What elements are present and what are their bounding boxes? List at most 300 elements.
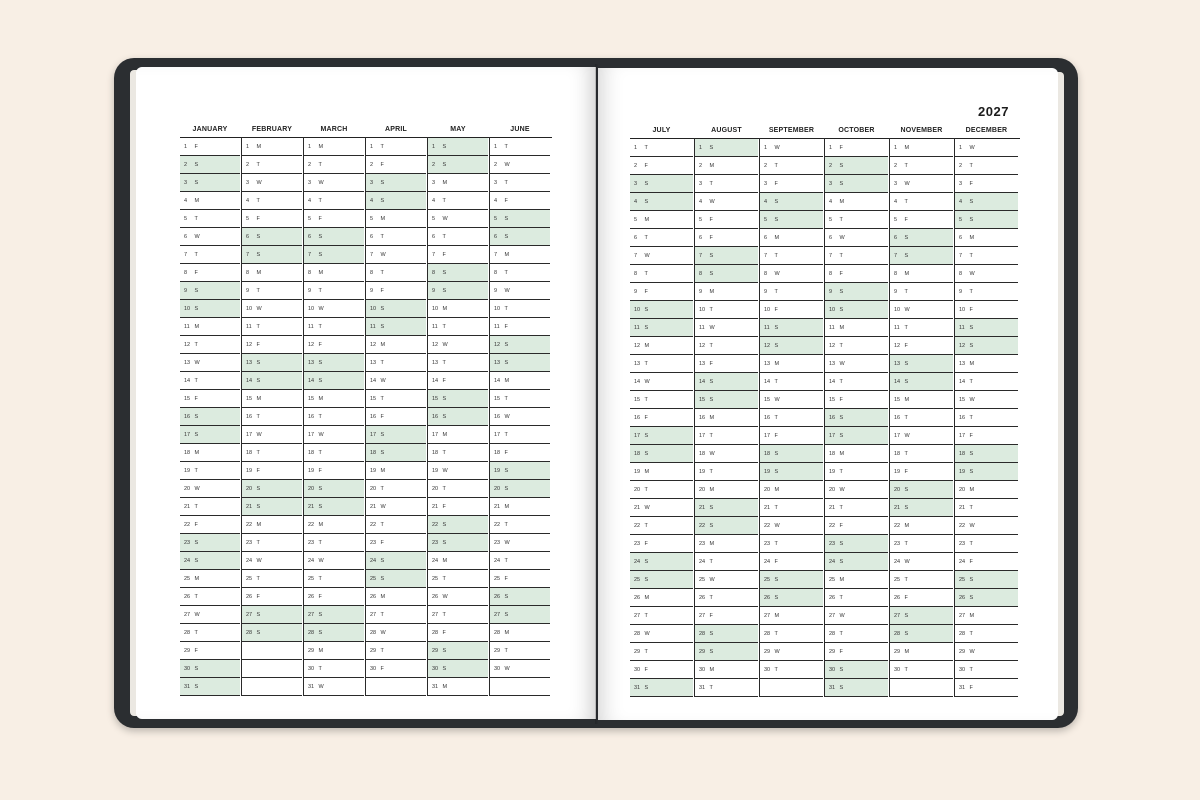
day-cell[interactable] — [825, 445, 888, 463]
day-cell[interactable] — [630, 283, 693, 301]
day-cell[interactable] — [955, 481, 1018, 499]
day-cell[interactable] — [695, 139, 758, 157]
day-cell[interactable] — [695, 679, 758, 697]
day-cell[interactable] — [304, 660, 364, 678]
day-cell[interactable] — [490, 192, 550, 210]
day-cell[interactable] — [630, 661, 693, 679]
day-cell[interactable] — [428, 444, 488, 462]
day-cell[interactable] — [630, 589, 693, 607]
day-cell[interactable] — [490, 264, 550, 282]
day-cell[interactable] — [304, 498, 364, 516]
day-cell[interactable] — [304, 462, 364, 480]
day-cell[interactable] — [695, 301, 758, 319]
day-cell[interactable] — [490, 336, 550, 354]
day-cell[interactable] — [304, 372, 364, 390]
day-cell[interactable] — [366, 192, 426, 210]
day-cell[interactable] — [955, 247, 1018, 265]
day-cell[interactable] — [760, 499, 823, 517]
day-cell[interactable] — [490, 372, 550, 390]
day-cell[interactable] — [630, 481, 693, 499]
day-cell[interactable] — [825, 481, 888, 499]
day-cell[interactable] — [428, 660, 488, 678]
day-cell[interactable] — [304, 210, 364, 228]
day-cell[interactable] — [180, 210, 240, 228]
day-cell[interactable] — [242, 552, 302, 570]
day-cell[interactable] — [490, 246, 550, 264]
day-cell[interactable] — [760, 553, 823, 571]
day-cell[interactable] — [825, 535, 888, 553]
day-cell[interactable] — [825, 427, 888, 445]
day-cell[interactable] — [180, 480, 240, 498]
day-cell[interactable] — [825, 247, 888, 265]
day-cell[interactable] — [242, 246, 302, 264]
day-cell[interactable] — [428, 606, 488, 624]
day-cell[interactable] — [366, 606, 426, 624]
day-cell[interactable] — [760, 607, 823, 625]
day-cell[interactable] — [630, 445, 693, 463]
day-cell[interactable] — [428, 426, 488, 444]
day-cell[interactable] — [760, 301, 823, 319]
day-cell[interactable] — [428, 534, 488, 552]
day-cell[interactable] — [890, 193, 953, 211]
day-cell[interactable] — [180, 174, 240, 192]
day-cell[interactable] — [180, 552, 240, 570]
day-cell[interactable] — [695, 571, 758, 589]
day-cell[interactable] — [760, 445, 823, 463]
day-cell[interactable] — [428, 282, 488, 300]
day-cell[interactable] — [630, 679, 693, 697]
day-cell[interactable] — [760, 175, 823, 193]
day-cell[interactable] — [760, 463, 823, 481]
day-cell[interactable] — [304, 534, 364, 552]
day-cell[interactable] — [242, 228, 302, 246]
day-cell[interactable] — [366, 174, 426, 192]
day-cell[interactable] — [630, 391, 693, 409]
day-cell[interactable] — [304, 192, 364, 210]
day-cell[interactable] — [825, 679, 888, 697]
day-cell[interactable] — [825, 175, 888, 193]
day-cell[interactable] — [955, 589, 1018, 607]
day-cell[interactable] — [428, 156, 488, 174]
day-cell[interactable] — [428, 354, 488, 372]
day-cell[interactable] — [760, 589, 823, 607]
day-cell[interactable] — [180, 606, 240, 624]
day-cell[interactable] — [490, 480, 550, 498]
day-cell[interactable] — [890, 535, 953, 553]
day-cell[interactable] — [366, 300, 426, 318]
day-cell[interactable] — [242, 174, 302, 192]
day-cell[interactable] — [890, 337, 953, 355]
day-cell[interactable] — [890, 553, 953, 571]
day-cell[interactable] — [890, 211, 953, 229]
day-cell[interactable] — [242, 300, 302, 318]
day-cell[interactable] — [825, 409, 888, 427]
day-cell[interactable] — [695, 643, 758, 661]
day-cell[interactable] — [490, 354, 550, 372]
day-cell[interactable] — [695, 607, 758, 625]
day-cell[interactable] — [825, 301, 888, 319]
day-cell[interactable] — [760, 373, 823, 391]
day-cell[interactable] — [366, 534, 426, 552]
day-cell[interactable] — [304, 516, 364, 534]
day-cell[interactable] — [890, 427, 953, 445]
day-cell[interactable] — [955, 157, 1018, 175]
day-cell[interactable] — [490, 408, 550, 426]
day-cell[interactable] — [695, 391, 758, 409]
day-cell[interactable] — [760, 193, 823, 211]
day-cell[interactable] — [630, 553, 693, 571]
day-cell[interactable] — [242, 624, 302, 642]
day-cell[interactable] — [630, 625, 693, 643]
day-cell[interactable] — [180, 588, 240, 606]
day-cell[interactable] — [180, 228, 240, 246]
day-cell[interactable] — [180, 156, 240, 174]
day-cell[interactable] — [366, 156, 426, 174]
day-cell[interactable] — [825, 355, 888, 373]
day-cell[interactable] — [490, 552, 550, 570]
day-cell[interactable] — [955, 193, 1018, 211]
day-cell[interactable] — [890, 139, 953, 157]
day-cell[interactable] — [890, 481, 953, 499]
day-cell[interactable] — [490, 300, 550, 318]
day-cell[interactable] — [695, 553, 758, 571]
day-cell[interactable] — [366, 426, 426, 444]
day-cell[interactable] — [490, 606, 550, 624]
day-cell[interactable] — [760, 355, 823, 373]
day-cell[interactable] — [695, 265, 758, 283]
day-cell[interactable] — [760, 319, 823, 337]
day-cell[interactable] — [304, 480, 364, 498]
day-cell[interactable] — [304, 282, 364, 300]
day-cell[interactable] — [890, 643, 953, 661]
day-cell[interactable] — [366, 264, 426, 282]
day-cell[interactable] — [890, 607, 953, 625]
day-cell[interactable] — [304, 246, 364, 264]
day-cell[interactable] — [366, 372, 426, 390]
day-cell[interactable] — [366, 570, 426, 588]
day-cell[interactable] — [490, 570, 550, 588]
day-cell[interactable] — [366, 228, 426, 246]
day-cell[interactable] — [428, 498, 488, 516]
day-cell[interactable] — [890, 355, 953, 373]
day-cell[interactable] — [630, 643, 693, 661]
day-cell[interactable] — [955, 139, 1018, 157]
day-cell[interactable] — [695, 247, 758, 265]
day-cell[interactable] — [760, 229, 823, 247]
day-cell[interactable] — [955, 337, 1018, 355]
day-cell[interactable] — [490, 390, 550, 408]
day-cell[interactable] — [760, 265, 823, 283]
day-cell[interactable] — [180, 390, 240, 408]
day-cell[interactable] — [825, 589, 888, 607]
day-cell[interactable] — [490, 660, 550, 678]
day-cell[interactable] — [428, 372, 488, 390]
day-cell[interactable] — [630, 265, 693, 283]
day-cell[interactable] — [630, 409, 693, 427]
day-cell[interactable] — [490, 174, 550, 192]
day-cell[interactable] — [366, 480, 426, 498]
day-cell[interactable] — [760, 625, 823, 643]
day-cell[interactable] — [180, 516, 240, 534]
day-cell[interactable] — [630, 211, 693, 229]
day-cell[interactable] — [825, 391, 888, 409]
day-cell[interactable] — [955, 409, 1018, 427]
day-cell[interactable] — [242, 390, 302, 408]
day-cell[interactable] — [890, 301, 953, 319]
day-cell[interactable] — [955, 463, 1018, 481]
day-cell[interactable] — [825, 625, 888, 643]
day-cell[interactable] — [890, 661, 953, 679]
day-cell[interactable] — [955, 283, 1018, 301]
day-cell[interactable] — [428, 642, 488, 660]
day-cell[interactable] — [630, 427, 693, 445]
day-cell[interactable] — [825, 571, 888, 589]
day-cell[interactable] — [428, 588, 488, 606]
day-cell[interactable] — [428, 318, 488, 336]
day-cell[interactable] — [630, 229, 693, 247]
day-cell[interactable] — [366, 318, 426, 336]
day-cell[interactable] — [760, 211, 823, 229]
day-cell[interactable] — [955, 265, 1018, 283]
day-cell[interactable] — [180, 372, 240, 390]
day-cell[interactable] — [955, 427, 1018, 445]
day-cell[interactable] — [180, 354, 240, 372]
day-cell[interactable] — [695, 319, 758, 337]
day-cell[interactable] — [630, 175, 693, 193]
day-cell[interactable] — [630, 193, 693, 211]
day-cell[interactable] — [366, 246, 426, 264]
day-cell[interactable] — [630, 157, 693, 175]
day-cell[interactable] — [825, 517, 888, 535]
day-cell[interactable] — [695, 589, 758, 607]
day-cell[interactable] — [242, 192, 302, 210]
day-cell[interactable] — [825, 661, 888, 679]
day-cell[interactable] — [242, 606, 302, 624]
day-cell[interactable] — [180, 192, 240, 210]
day-cell[interactable] — [695, 337, 758, 355]
day-cell[interactable] — [304, 642, 364, 660]
day-cell[interactable] — [304, 444, 364, 462]
day-cell[interactable] — [825, 283, 888, 301]
day-cell[interactable] — [890, 283, 953, 301]
day-cell[interactable] — [890, 265, 953, 283]
day-cell[interactable] — [760, 661, 823, 679]
day-cell[interactable] — [428, 570, 488, 588]
day-cell[interactable] — [366, 516, 426, 534]
day-cell[interactable] — [695, 625, 758, 643]
day-cell[interactable] — [630, 139, 693, 157]
day-cell[interactable] — [180, 678, 240, 696]
day-cell[interactable] — [304, 174, 364, 192]
day-cell[interactable] — [760, 409, 823, 427]
day-cell[interactable] — [760, 517, 823, 535]
day-cell[interactable] — [304, 228, 364, 246]
day-cell[interactable] — [825, 373, 888, 391]
day-cell[interactable] — [366, 390, 426, 408]
day-cell[interactable] — [825, 607, 888, 625]
day-cell[interactable] — [180, 624, 240, 642]
day-cell[interactable] — [428, 300, 488, 318]
day-cell[interactable] — [428, 462, 488, 480]
day-cell[interactable] — [242, 138, 302, 156]
day-cell[interactable] — [304, 624, 364, 642]
day-cell[interactable] — [760, 427, 823, 445]
day-cell[interactable] — [490, 138, 550, 156]
day-cell[interactable] — [955, 175, 1018, 193]
day-cell[interactable] — [695, 535, 758, 553]
day-cell[interactable] — [695, 373, 758, 391]
day-cell[interactable] — [760, 157, 823, 175]
day-cell[interactable] — [825, 337, 888, 355]
day-cell[interactable] — [428, 624, 488, 642]
day-cell[interactable] — [428, 192, 488, 210]
day-cell[interactable] — [825, 553, 888, 571]
day-cell[interactable] — [304, 300, 364, 318]
day-cell[interactable] — [695, 193, 758, 211]
day-cell[interactable] — [428, 264, 488, 282]
day-cell[interactable] — [825, 643, 888, 661]
day-cell[interactable] — [890, 319, 953, 337]
day-cell[interactable] — [242, 156, 302, 174]
day-cell[interactable] — [242, 318, 302, 336]
day-cell[interactable] — [890, 589, 953, 607]
day-cell[interactable] — [825, 229, 888, 247]
day-cell[interactable] — [490, 624, 550, 642]
day-cell[interactable] — [304, 318, 364, 336]
day-cell[interactable] — [695, 499, 758, 517]
day-cell[interactable] — [955, 625, 1018, 643]
day-cell[interactable] — [825, 193, 888, 211]
day-cell[interactable] — [242, 462, 302, 480]
day-cell[interactable] — [366, 498, 426, 516]
day-cell[interactable] — [825, 211, 888, 229]
day-cell[interactable] — [890, 445, 953, 463]
day-cell[interactable] — [630, 355, 693, 373]
day-cell[interactable] — [242, 336, 302, 354]
day-cell[interactable] — [366, 138, 426, 156]
day-cell[interactable] — [180, 318, 240, 336]
day-cell[interactable] — [695, 175, 758, 193]
day-cell[interactable] — [304, 264, 364, 282]
day-cell[interactable] — [955, 607, 1018, 625]
day-cell[interactable] — [890, 409, 953, 427]
day-cell[interactable] — [242, 516, 302, 534]
day-cell[interactable] — [366, 354, 426, 372]
day-cell[interactable] — [242, 354, 302, 372]
day-cell[interactable] — [180, 642, 240, 660]
day-cell[interactable] — [955, 517, 1018, 535]
day-cell[interactable] — [366, 642, 426, 660]
day-cell[interactable] — [242, 408, 302, 426]
day-cell[interactable] — [630, 337, 693, 355]
day-cell[interactable] — [304, 156, 364, 174]
day-cell[interactable] — [180, 264, 240, 282]
day-cell[interactable] — [242, 570, 302, 588]
day-cell[interactable] — [180, 426, 240, 444]
day-cell[interactable] — [630, 301, 693, 319]
day-cell[interactable] — [366, 444, 426, 462]
day-cell[interactable] — [760, 571, 823, 589]
day-cell[interactable] — [490, 228, 550, 246]
day-cell[interactable] — [630, 463, 693, 481]
day-cell[interactable] — [304, 336, 364, 354]
day-cell[interactable] — [955, 373, 1018, 391]
day-cell[interactable] — [366, 660, 426, 678]
day-cell[interactable] — [180, 660, 240, 678]
day-cell[interactable] — [304, 390, 364, 408]
day-cell[interactable] — [180, 408, 240, 426]
day-cell[interactable] — [366, 210, 426, 228]
day-cell[interactable] — [304, 588, 364, 606]
day-cell[interactable] — [490, 462, 550, 480]
day-cell[interactable] — [695, 463, 758, 481]
day-cell[interactable] — [890, 373, 953, 391]
day-cell[interactable] — [242, 210, 302, 228]
day-cell[interactable] — [366, 552, 426, 570]
day-cell[interactable] — [304, 552, 364, 570]
day-cell[interactable] — [955, 445, 1018, 463]
day-cell[interactable] — [630, 499, 693, 517]
day-cell[interactable] — [760, 391, 823, 409]
day-cell[interactable] — [825, 157, 888, 175]
day-cell[interactable] — [890, 175, 953, 193]
day-cell[interactable] — [242, 480, 302, 498]
day-cell[interactable] — [630, 571, 693, 589]
day-cell[interactable] — [428, 516, 488, 534]
day-cell[interactable] — [490, 516, 550, 534]
day-cell[interactable] — [695, 283, 758, 301]
day-cell[interactable] — [490, 498, 550, 516]
day-cell[interactable] — [760, 247, 823, 265]
day-cell[interactable] — [304, 354, 364, 372]
day-cell[interactable] — [242, 264, 302, 282]
day-cell[interactable] — [366, 462, 426, 480]
day-cell[interactable] — [428, 678, 488, 696]
day-cell[interactable] — [428, 390, 488, 408]
day-cell[interactable] — [366, 282, 426, 300]
day-cell[interactable] — [490, 210, 550, 228]
day-cell[interactable] — [695, 481, 758, 499]
day-cell[interactable] — [304, 606, 364, 624]
day-cell[interactable] — [955, 553, 1018, 571]
day-cell[interactable] — [428, 408, 488, 426]
day-cell[interactable] — [304, 678, 364, 696]
day-cell[interactable] — [180, 462, 240, 480]
day-cell[interactable] — [242, 282, 302, 300]
day-cell[interactable] — [890, 463, 953, 481]
day-cell[interactable] — [304, 570, 364, 588]
day-cell[interactable] — [890, 391, 953, 409]
day-cell[interactable] — [490, 426, 550, 444]
day-cell[interactable] — [630, 535, 693, 553]
day-cell[interactable] — [428, 210, 488, 228]
day-cell[interactable] — [242, 588, 302, 606]
day-cell[interactable] — [428, 336, 488, 354]
day-cell[interactable] — [490, 156, 550, 174]
day-cell[interactable] — [428, 228, 488, 246]
day-cell[interactable] — [890, 229, 953, 247]
day-cell[interactable] — [825, 463, 888, 481]
day-cell[interactable] — [304, 408, 364, 426]
day-cell[interactable] — [490, 588, 550, 606]
day-cell[interactable] — [180, 246, 240, 264]
day-cell[interactable] — [630, 517, 693, 535]
day-cell[interactable] — [630, 373, 693, 391]
day-cell[interactable] — [490, 534, 550, 552]
day-cell[interactable] — [955, 679, 1018, 697]
day-cell[interactable] — [630, 607, 693, 625]
day-cell[interactable] — [304, 426, 364, 444]
